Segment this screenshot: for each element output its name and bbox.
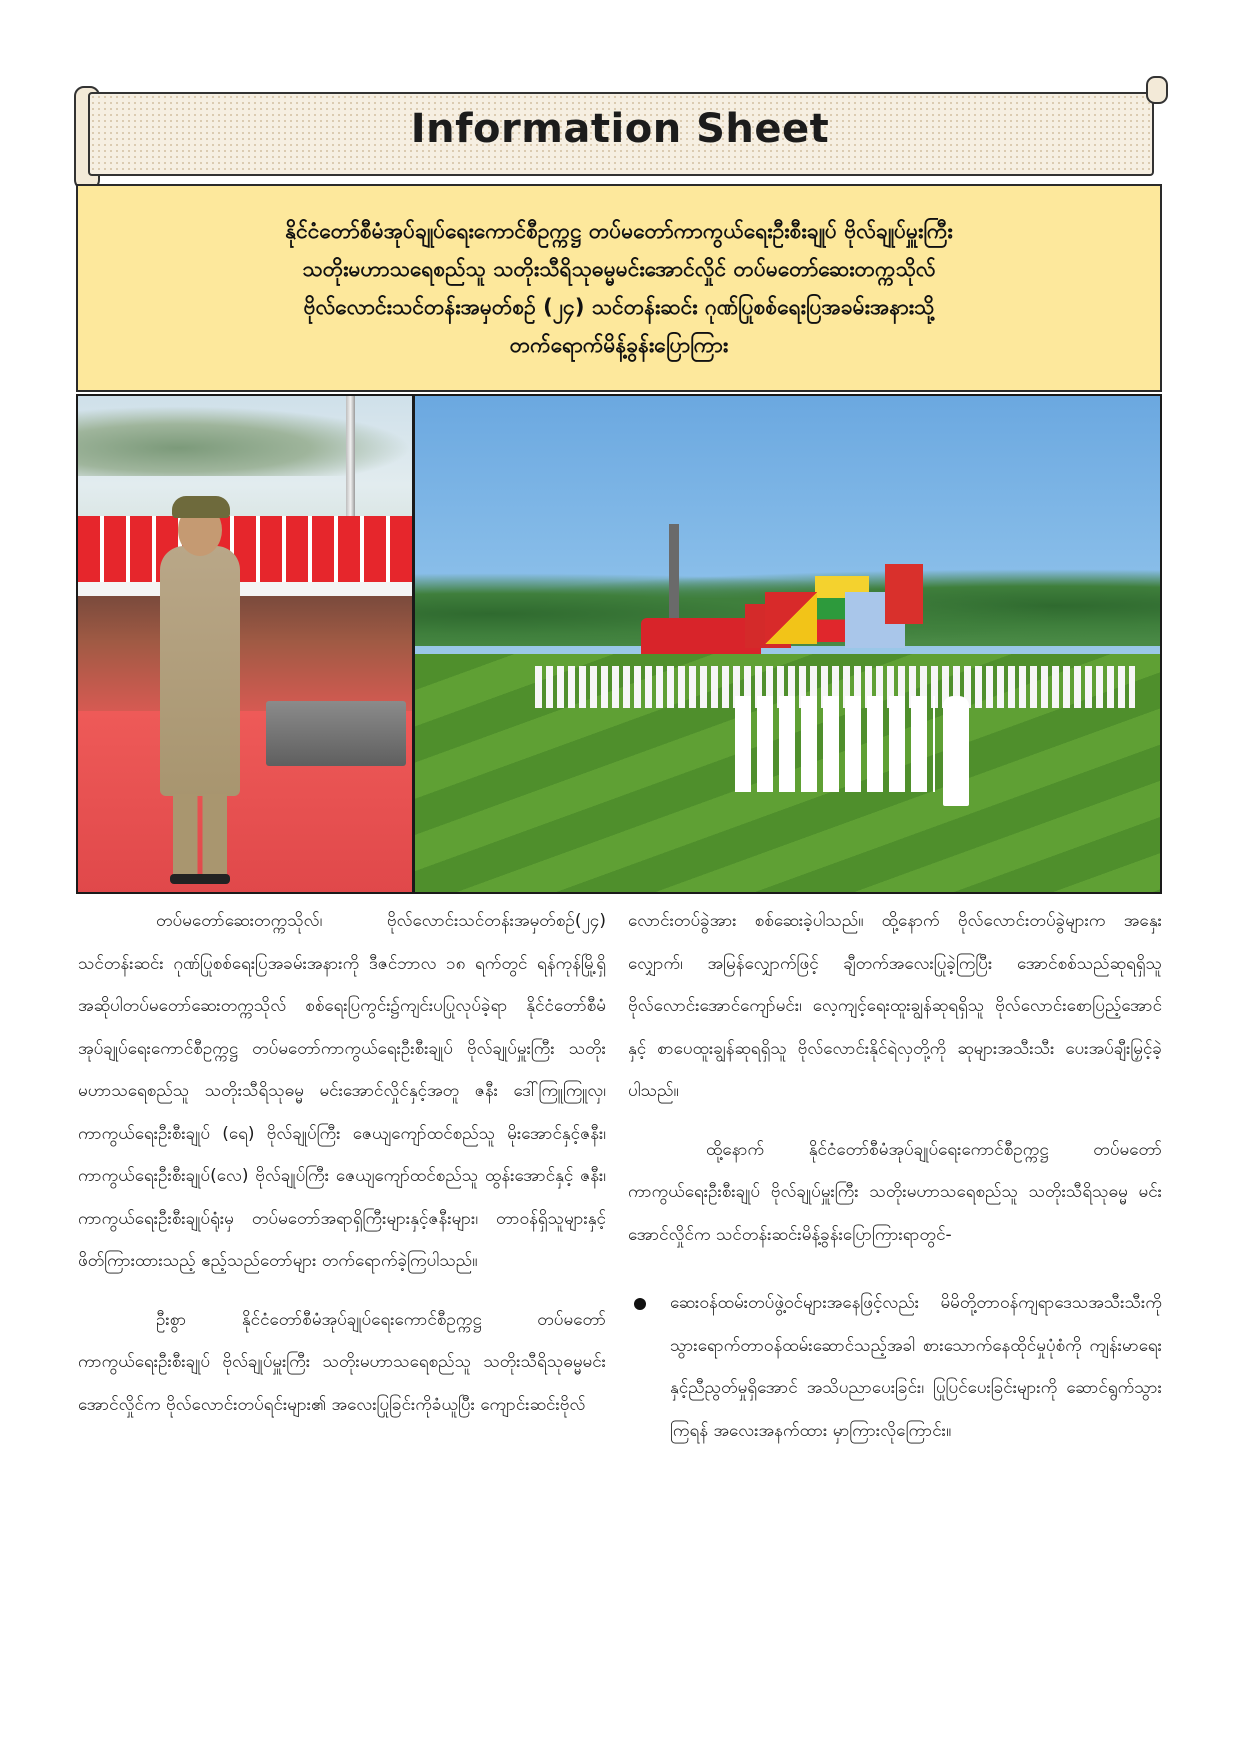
officer-body [160, 546, 240, 796]
audience-area [78, 596, 412, 711]
red-monument [641, 618, 761, 658]
flag-red-yellow [765, 592, 817, 644]
article-left-column [78, 900, 606, 1426]
officer-cap [172, 496, 230, 518]
cadet-rows-front [735, 696, 935, 792]
headline-line-1: နိုင်ငံတော်စီမံအုပ်ချုပ်ရေးကောင်စီဥက္ကဋ္ဌ တပ်မတော်ကာကွယ်ရေးဦးစီးချုပ် ဗိုလ်ချုပ်မှူးကြီး [285, 219, 953, 243]
officer-legs [173, 794, 227, 880]
article-right-column [628, 900, 1162, 1452]
bullet-icon [634, 1298, 646, 1310]
stone-plaque [266, 701, 406, 766]
speech-points-list [628, 1282, 1162, 1452]
photo-parade [415, 396, 1160, 892]
officer-shoes [170, 874, 230, 884]
article-paragraph: လောင်းတပ်ခွဲအား စစ်ဆေးခဲ့ပါသည်။ ထို့နောက် ဗိုလ်လောင်းတပ်ခွဲများက အနှေးလျှောက်၊ အမြန်လျှောက်ဖြင့် ချီတက်အလေးပြုခဲ့ကြပြီး အောင်စစ်သည်ဆုရရှိသူ ဗိုလ်လောင်းအောင်ကျော်မင်း၊ လေ့ကျင့်ရေးထူးချွန်ဆုရရှိသူ ဗိုလ်လောင်းစောပြည့်အောင်နှင့် စာပေထူးချွန်ဆုရရှိသူ ဗိုလ်လောင်းနိုင်ရဲလှတို့ကို ဆုများအသီးသီး ပေးအပ်ချီးမြှင့်ခဲ့ပါသည်။ [628, 911, 1162, 1101]
article-paragraph: ထို့နောက် နိုင်ငံတော်စီမံအုပ်ချုပ်ရေးကောင်စီဥက္ကဋ္ဌ တပ်မတော်ကာကွယ်ရေးဦးစီးချုပ် ဗိုလ်ချုပ်မှူးကြီး သတိုးမဟာသရေစည်သူ သတိုးသီရိသုဓမ္မ မင်းအောင်လှိုင်က သင်တန်းဆင်းမိန့်ခွန်းပြောကြားရာတွင်- [628, 1139, 1162, 1245]
headline-box [76, 184, 1162, 392]
headline-line-2: သတိုးမဟာသရေစည်သူ သတိုးသီရိသုဓမ္မမင်းအောင်လှိုင် တပ်မတော်ဆေးတက္ကသိုလ် [302, 257, 936, 281]
flag-red-2 [885, 564, 923, 624]
banner-title: Information Sheet [410, 106, 830, 152]
photo-officer-saluting [78, 396, 415, 892]
lead-cadet [943, 696, 969, 806]
speech-point-text: ဆေးဝန်ထမ်းတပ်ဖွဲ့ဝင်များအနေဖြင့်လည်း မိမိတို့တာဝန်ကျရာဒေသအသီးသီးကို သွားရောက်တာဝန်ထမ်းဆောင်သည့်အခါ စားသောက်နေထိုင်မှုပုံစံကို ကျန်းမာရေးနှင့်ညီညွတ်မှုရှိအောင် အသိပညာပေးခြင်း၊ ပြုပြင်ပေးခြင်းများကို ဆောင်ရွက်သွားကြရန် အလေးအနက်ထား မှာကြားလိုကြောင်း။ [670, 1293, 1162, 1441]
speech-point-item [628, 1282, 1162, 1452]
scroll-curl-right [1146, 76, 1168, 104]
article-paragraph: တပ်မတော်ဆေးတက္ကသိုလ်၊ ဗိုလ်လောင်းသင်တန်းအမှတ်စဉ်(၂၄) သင်တန်းဆင်း ဂုဏ်ပြုစစ်ရေးပြအခမ်းအနားကို ဒီဇင်ဘာလ ၁၈ ရက်တွင် ရန်ကုန်မြို့ရှိ အဆိုပါတပ်မတော်ဆေးတက္ကသိုလ် စစ်ရေးပြကွင်း၌ကျင်းပပြုလုပ်ခဲ့ရာ နိုင်ငံတော်စီမံအုပ်ချုပ်ရေးကောင်စီဥက္ကဋ္ဌ တပ်မတော်ကာကွယ်ရေးဦးစီးချုပ် ဗိုလ်ချုပ်မှူးကြီး သတိုး မဟာသရေစည်သူ သတိုးသီရိသုဓမ္မ မင်းအောင်လှိုင်နှင့်အတူ ဇနီး ဒေါ်ကြူကြူလှ၊ ကာကွယ်ရေးဦးစီးချုပ် (ရေ) ဗိုလ်ချုပ်ကြီး ဇေယျကျော်ထင်စည်သူ မိုးအောင်နှင့်ဇနီး၊ ကာကွယ်ရေးဦးစီးချုပ်(လေ) ဗိုလ်ချုပ်ကြီး ဇေယျကျော်ထင်စည်သူ ထွန်းအောင်နှင့် ဇနီး၊ ကာကွယ်ရေးဦးစီးချုပ်ရုံးမှ တပ်မတော်အရာရှိကြီးများနှင့်ဇနီးများ၊ တာဝန်ရှိသူများနှင့် ဖိတ်ကြားထားသည့် ဧည့်သည်တော်များ တက်ရောက်ခဲ့ကြပါသည်။ [78, 911, 606, 1271]
info-sheet-banner [78, 86, 1162, 178]
headline-line-4: တက်ရောက်မိန့်ခွန်းပြောကြား [509, 333, 729, 357]
headline-line-3: ဗိုလ်လောင်းသင်တန်းအမှတ်စဉ် (၂၄) သင်တန်းဆင်း ဂုဏ်ပြုစစ်ရေးပြအခမ်းအနားသို့ [303, 295, 935, 319]
article-paragraph: ဦးစွာ နိုင်ငံတော်စီမံအုပ်ချုပ်ရေးကောင်စီဥက္ကဋ္ဌ တပ်မတော်ကာကွယ်ရေးဦးစီးချုပ် ဗိုလ်ချုပ်မှူးကြီး သတိုးမဟာသရေစည်သူ သတိုးသီရိသုဓမ္မမင်းအောင်လှိုင်က ဗိုလ်လောင်းတပ်ရင်းများ၏ အလေးပြုခြင်းကိုခံယူပြီး ကျောင်းဆင်းဗိုလ် [78, 1309, 606, 1415]
red-canopy [78, 516, 412, 590]
white-valance [78, 582, 412, 596]
photo-trees [78, 406, 412, 476]
photo-strip [76, 394, 1162, 894]
